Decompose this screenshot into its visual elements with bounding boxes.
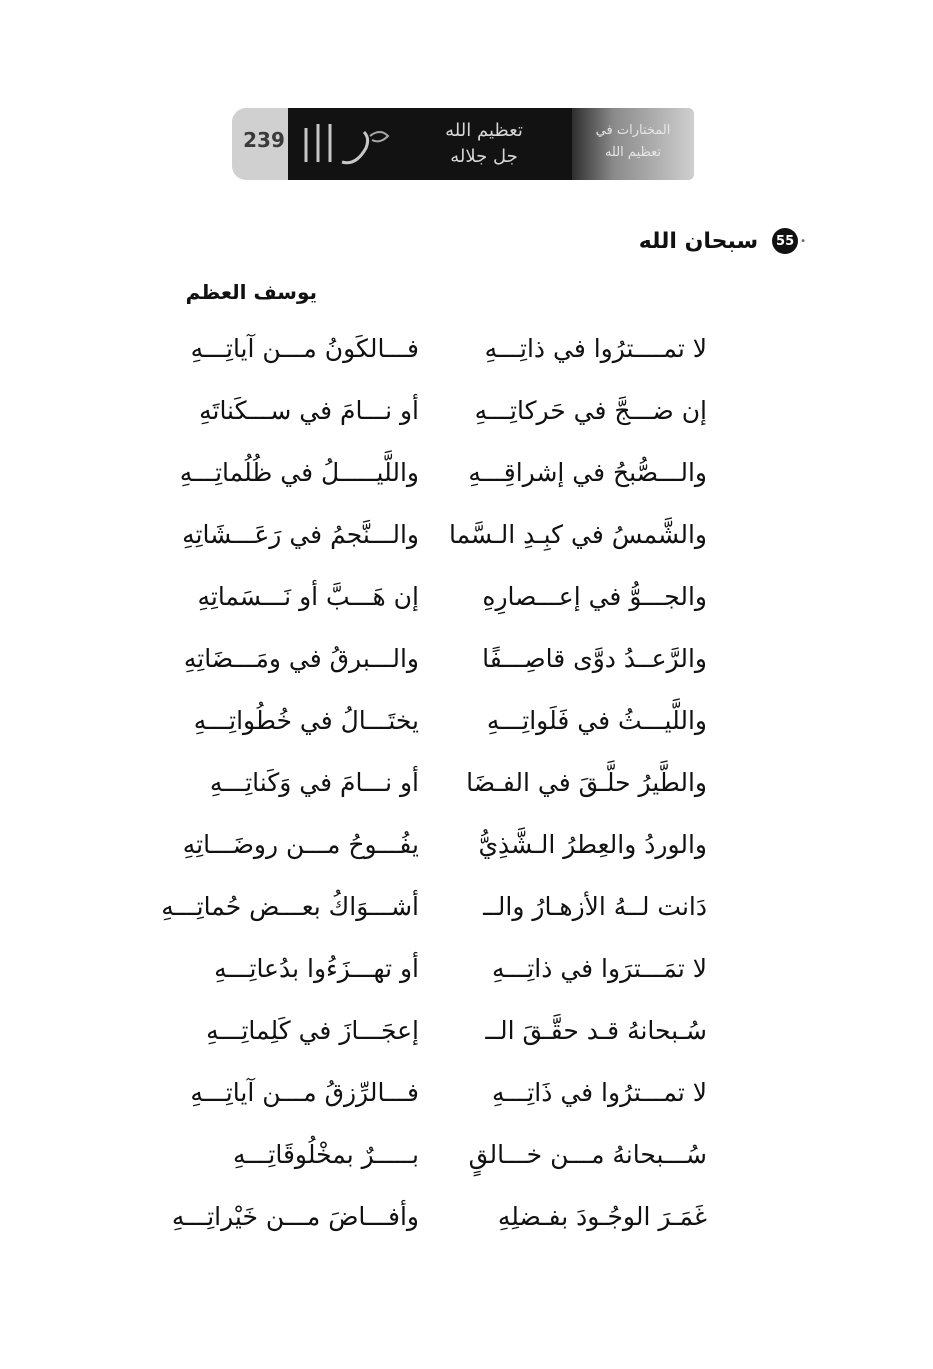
verse-first-hemistich: لا تمَـــترَوا في ذاتِـــهِ xyxy=(491,954,707,983)
verse-second-hemistich: فـــالرِّزقُ مـــن آياتِـــهِ xyxy=(190,1078,419,1107)
verse-first-hemistich: إن ضـــجَّ في حَركاتِـــهِ xyxy=(474,396,707,425)
verse-line xyxy=(0,822,933,884)
verse-line xyxy=(0,512,933,574)
verse-first-hemistich: والرَّعــدُ دوَّى قاصِـــفًا xyxy=(482,644,707,673)
header-faint-line-2: تعظيم الله xyxy=(604,145,662,160)
verse-line xyxy=(0,884,933,946)
verse-second-hemistich: أشـــوَاكُ بعـــض حُماتِـــهِ xyxy=(161,892,419,921)
verse-second-hemistich: إن هَـــبَّ أو نَـــسَماتِهِ xyxy=(197,582,419,611)
poem-title: سبحان الله xyxy=(638,228,759,254)
poem-author: يوسف العظم xyxy=(185,280,317,304)
verse-second-hemistich: فـــالكَونُ مـــن آياتِـــهِ xyxy=(190,334,419,363)
verse-line xyxy=(0,450,933,512)
header-faint-caption xyxy=(578,120,688,164)
verse-line xyxy=(0,326,933,388)
header-faint-line-1: المختارات في xyxy=(595,123,671,138)
verse-second-hemistich: أو نـــامَ في ســـكَناتَهِ xyxy=(199,396,419,425)
verse-first-hemistich: لا تمــــترُوا في ذاتِـــهِ xyxy=(484,334,707,363)
verse-line xyxy=(0,698,933,760)
verse-second-hemistich: أو تهـــزَءُوا بدُعاتِـــهِ xyxy=(214,954,419,983)
header-title-line-1: تعظيم الله xyxy=(445,120,523,141)
poem-heading xyxy=(639,228,807,254)
verse-line xyxy=(0,574,933,636)
verse-first-hemistich: والجـــوُّ في إعـــصارِهِ xyxy=(482,582,707,611)
verse-second-hemistich: واللَّيـــــلُ في ظُلُماتِـــهِ xyxy=(179,458,419,487)
verse-first-hemistich: والـــصُّبحُ في إشراقِـــهِ xyxy=(468,458,707,487)
header-title xyxy=(396,118,572,170)
verse-line xyxy=(0,1008,933,1070)
verse-first-hemistich: سُـبحانهُ قـد حقَّـقَ الــ xyxy=(485,1016,707,1045)
verse-second-hemistich: إعجَـــازَ في كَلِماتِـــهِ xyxy=(206,1016,419,1045)
verse-second-hemistich: أو نـــامَ في وَكَناتِـــهِ xyxy=(209,768,419,797)
verse-line xyxy=(0,388,933,450)
verse-line xyxy=(0,1070,933,1132)
verse-first-hemistich: واللَّيـــثُ في فَلَواتِـــهِ xyxy=(486,706,707,735)
verse-first-hemistich: لا تمـــترُوا في ذَاتِـــهِ xyxy=(491,1078,707,1107)
verse-line xyxy=(0,1132,933,1194)
verse-second-hemistich: يختَـــالُ في خُطُواتِـــهِ xyxy=(193,706,419,735)
verse-line xyxy=(0,636,933,698)
verse-first-hemistich: والوردُ والعِطرُ الـشَّذِيُّ xyxy=(478,830,707,859)
page-number: 239 xyxy=(243,128,285,152)
running-header xyxy=(232,108,694,180)
allah-calligraphy-emblem xyxy=(296,118,396,170)
verse-first-hemistich: سُـــبحانهُ مـــن خـــالقٍ xyxy=(468,1140,707,1169)
poem-number-badge: 55 xyxy=(772,228,798,254)
verse-second-hemistich: بـــــرٌ بمخْلُوقَاتِـــهِ xyxy=(233,1140,419,1169)
calligraphy-icon xyxy=(296,118,396,170)
verse-first-hemistich: والطَّيرُ حلَّـقَ في الفـضَا xyxy=(466,768,707,797)
header-title-line-2: جل جلاله xyxy=(450,146,518,167)
verse-line xyxy=(0,760,933,822)
verse-line xyxy=(0,946,933,1008)
verse-second-hemistich: يفُـــوحُ مـــن روضَـــاتِهِ xyxy=(182,830,419,859)
verse-second-hemistich: والـــبرقُ في ومَـــضَاتِهِ xyxy=(183,644,419,673)
verse-line xyxy=(0,1194,933,1256)
header-fade-panel xyxy=(570,108,694,180)
ornament-dots: • xyxy=(800,235,807,247)
verse-first-hemistich: والشَّمسُ في كبِـدِ الـسَّما xyxy=(448,520,707,549)
poem-body xyxy=(0,326,933,1256)
verse-second-hemistich: والـــنَّجمُ في رَعَـــشَاتِهِ xyxy=(182,520,419,549)
verse-second-hemistich: وأفـــاضَ مـــن خَيْراتِـــهِ xyxy=(171,1202,419,1231)
verse-first-hemistich: غَمَـرَ الوجُـودَ بفـضلِهِ xyxy=(497,1202,707,1231)
verse-first-hemistich: دَانت لــهُ الأزهـارُ والــ xyxy=(483,892,707,921)
